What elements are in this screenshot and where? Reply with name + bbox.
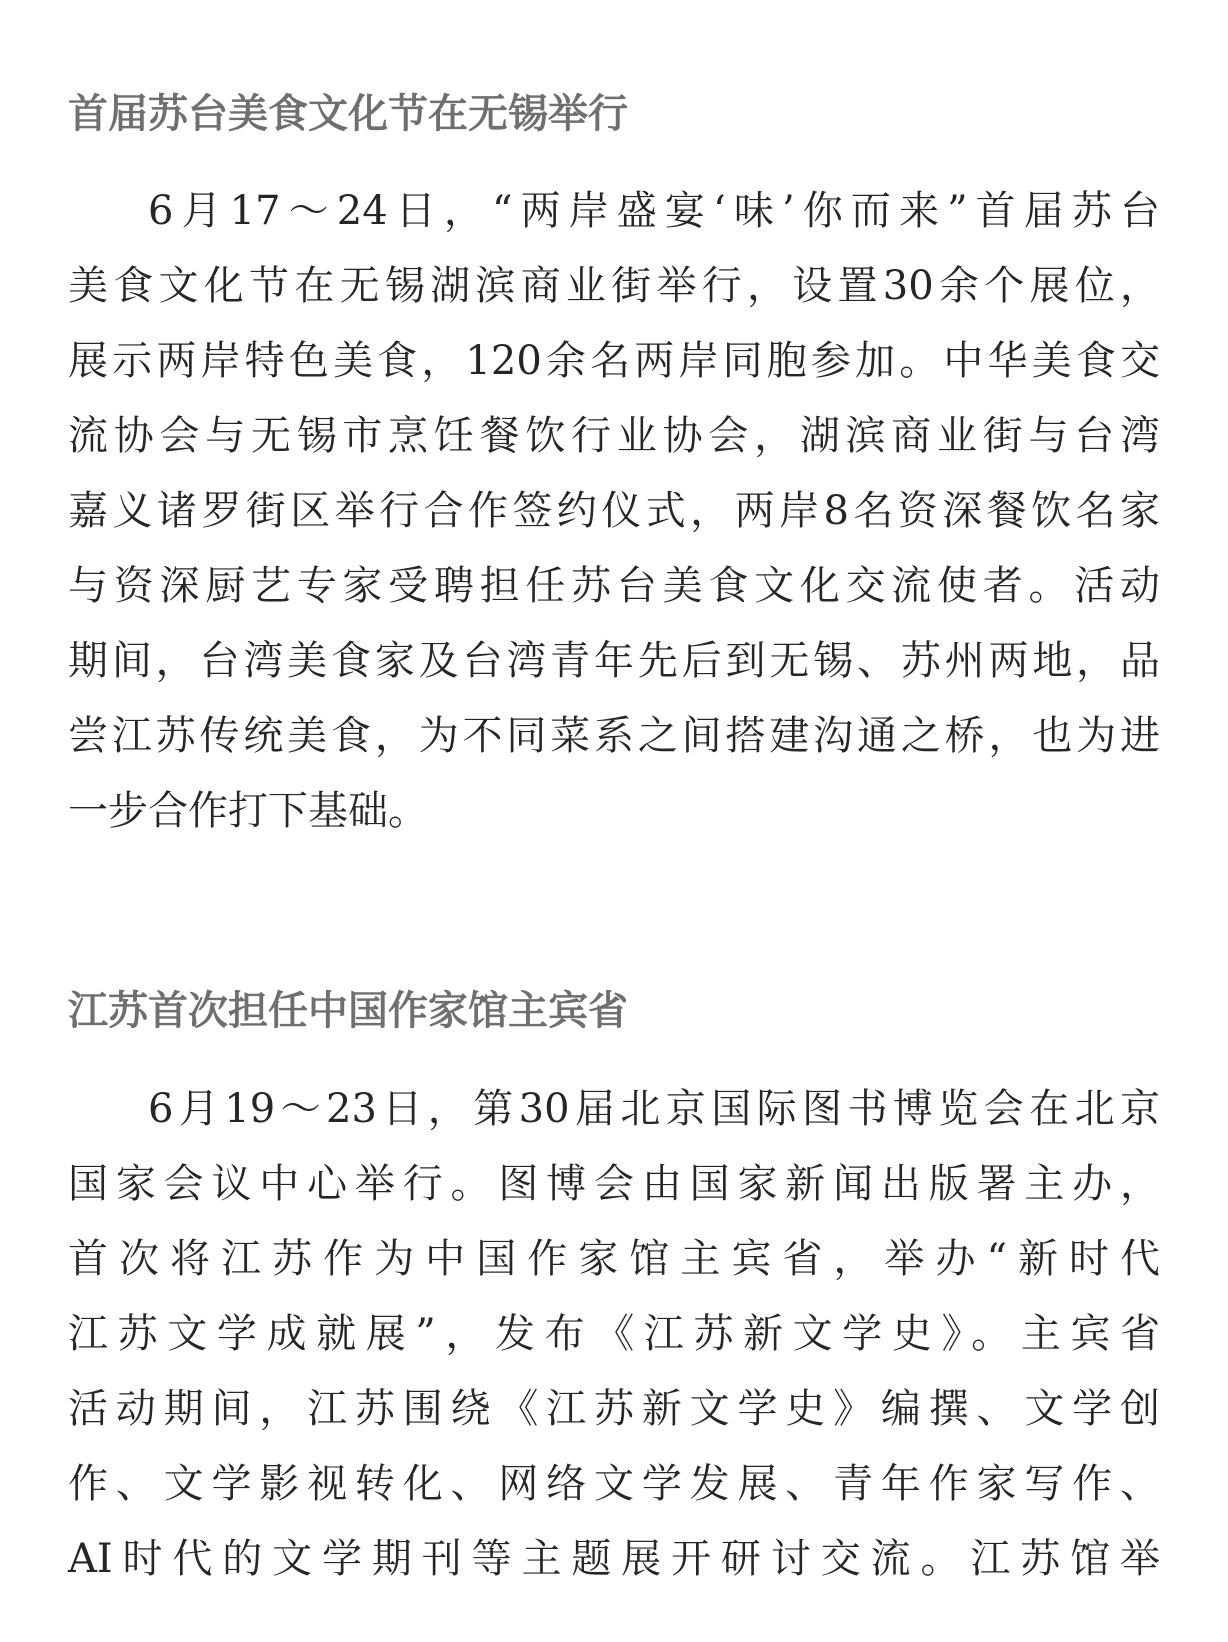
article-2-line-7: AI时代的文学期刊等主题展开研讨交流。江苏馆举 [68,1536,1160,1582]
article-1-line-7: 期间，台湾美食家及台湾青年先后到无锡、苏州两地，品 [68,638,1160,684]
article-1-line-5: 嘉义诸罗街区举行合作签约仪式，两岸8名资深餐饮名家 [68,488,1160,534]
article-2-line-6: 作、文学影视转化、网络文学发展、青年作家写作、 [68,1461,1160,1507]
article-2-line-4: 江苏文学成就展”，发布《江苏新文学史》。主宾省 [68,1311,1160,1357]
article-2-line-1: 6月19～23日，第30届北京国际图书博览会在北京 [148,1086,1160,1132]
article-1-line-9: 一步合作打下基础。 [68,788,428,834]
article-2-line-5: 活动期间，江苏围绕《江苏新文学史》编撰、文学创 [68,1386,1160,1432]
article-1-line-8: 尝江苏传统美食，为不同菜系之间搭建沟通之桥，也为进 [68,713,1160,759]
article-1-line-3: 展示两岸特色美食，120余名两岸同胞参加。中华美食交 [68,338,1160,384]
article-2-line-3: 首次将江苏作为中国作家馆主宾省，举办“新时代 [68,1236,1160,1282]
article-2-title: 江苏首次担任中国作家馆主宾省 [68,987,628,1034]
article-2-line-2: 国家会议中心举行。图博会由国家新闻出版署主办， [68,1161,1160,1207]
article-1-title: 首届苏台美食文化节在无锡举行 [68,90,628,137]
article-1-line-4: 流协会与无锡市烹饪餐饮行业协会，湖滨商业街与台湾 [68,413,1160,459]
article-1-line-2: 美食文化节在无锡湖滨商业街举行，设置30余个展位， [68,263,1160,309]
article-1-line-1: 6月17～24日，“两岸盛宴‘味’你而来”首届苏台 [148,188,1160,234]
article-1-line-6: 与资深厨艺专家受聘担任苏台美食文化交流使者。活动 [68,563,1160,609]
